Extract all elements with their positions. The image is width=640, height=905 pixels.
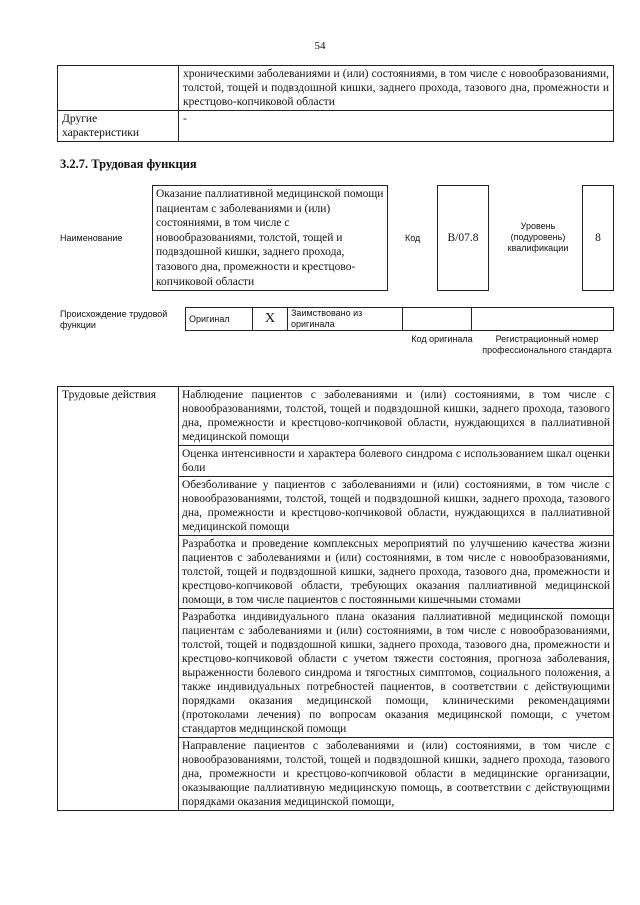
section-heading: 3.2.7. Трудовая функция	[60, 157, 197, 171]
origin-label: Происхождение трудовой функции	[60, 309, 168, 330]
origin-table	[185, 307, 614, 331]
labor-action-item: Разработка индивидуального плана оказания паллиативной медицинской помощи пациентам с заболеваниями и (или) состояниями, в том числе с новообразованиями, толстой, тощей и подвздошной кишки, заднего прохода, тазового дна, промежности и крестцово-копчиковой области с учетом тяжести состояния, прогноза заболевания, выраженности болевого синдрома и тягостных симптомов, социального положения, а также индивидуальных потребностей пациентов, в соответствии с действующими порядками оказания медицинской помощи, клиническими рекомендациями (протоколами лечения) по вопросам оказания медицинской помощи, с учетом стандартов медицинской помощи	[179, 609, 614, 738]
empty-cell	[58, 66, 179, 111]
labor-action-item: Обезболивание у пациентов с заболеваниями и (или) состояниями, в том числе с новообразованиями, толстой, тощей и подвздошной кишки, заднего прохода, тазового дна, промежности и крестцово-копчиковой области, нуждающихся в паллиативной медицинской помощи	[179, 477, 614, 536]
code-original-cell	[403, 308, 472, 331]
table-row	[58, 111, 614, 142]
function-name: Оказание паллиативной медицинской помощи пациентам с заболеваниями и (или) состояниями, в том числе с новообразованиями, толстой, тощей и подвздошной кишки, заднего прохода, тазового дна, промежности и крестцово-копчиковой области	[152, 185, 388, 291]
table-row	[58, 66, 614, 111]
level-value: 8	[582, 185, 614, 291]
reg-number-cell	[472, 308, 614, 331]
other-characteristics-label: Другие характеристики	[58, 111, 179, 142]
continuation-table	[57, 65, 614, 142]
table-row	[186, 308, 614, 331]
borrowed-label: Заимствовано из оригинала	[288, 308, 403, 331]
code-original-caption: Код оригинала	[411, 334, 473, 344]
code-value: B/07.8	[437, 185, 489, 291]
code-label: Код	[405, 233, 421, 243]
labor-action-item: Направление пациентов с заболеваниями и (или) состояниями, в том числе с новообразованиями, толстой, тощей и подвздошной кишки, заднего прохода, тазового дна, промежности и крестцово-копчиковой области в медицинские организации, оказывающие паллиативную медицинскую помощь, в соответствии с действующими порядками оказания медицинской помощи,	[179, 738, 614, 811]
level-label: Уровень (подуровень) квалификации	[507, 221, 569, 253]
page-number: 54	[314, 40, 326, 52]
labor-actions-table	[57, 386, 614, 811]
other-characteristics-value: -	[179, 111, 614, 142]
original-label: Оригинал	[186, 308, 253, 331]
table-row	[58, 387, 614, 446]
original-mark: X	[253, 308, 288, 331]
continued-text: хроническими заболеваниями и (или) состояниями, в том числе с новообразованиями, толстой, тощей и подвздошной кишки, заднего прохода, тазового дна, промежности и крестцово-копчиковой области	[179, 66, 614, 111]
name-label: Наименование	[60, 233, 123, 243]
labor-actions-label: Трудовые действия	[58, 387, 179, 811]
labor-action-item: Оценка интенсивности и характера болевого синдрома с использованием шкал оценки боли	[179, 446, 614, 477]
reg-number-caption: Регистрационный номер профессионального стандарта	[482, 334, 612, 355]
labor-action-item: Разработка и проведение комплексных мероприятий по улучшению качества жизни пациентов с заболеваниями и (или) состояниями, в том числе с новообразованиями, толстой, тощей и подвздошной кишки, заднего прохода, тазового дна, промежности и крестцово-копчиковой области, требующих оказания паллиативной медицинской помощи, в том числе пациентов с постоянными кишечными стомами	[179, 536, 614, 609]
labor-action-item: Наблюдение пациентов с заболеваниями и (или) состояниями, в том числе с новообразованиями, толстой, тощей и подвздошной кишки, заднего прохода, тазового дна, промежности и крестцово-копчиковой области, нуждающихся в паллиативной медицинской помощи	[179, 387, 614, 446]
